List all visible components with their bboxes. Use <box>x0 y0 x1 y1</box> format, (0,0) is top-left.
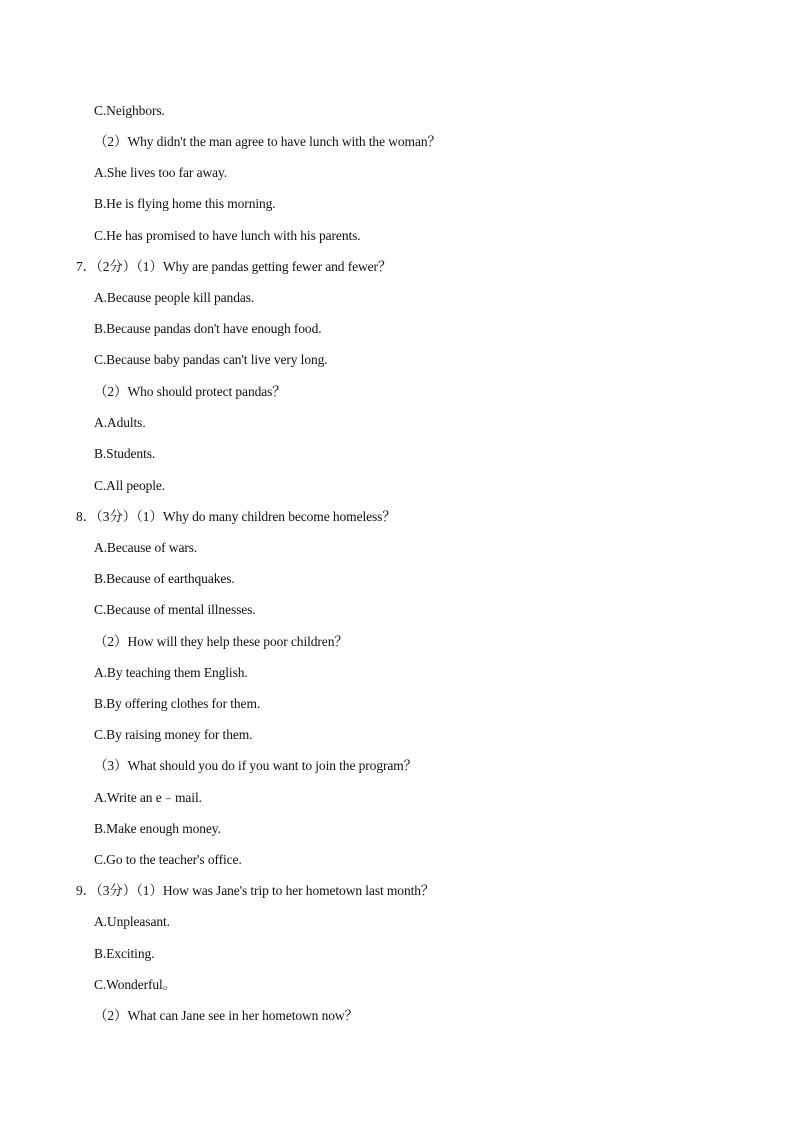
option-8-1-a: A.Because of wars. <box>94 540 198 555</box>
subquestion-6-2: （2）Why didn't the man agree to have lunch with the woman？ <box>94 134 441 149</box>
subquestion-9-2: （2）What can Jane see in her hometown now？ <box>94 1008 358 1023</box>
option-8-2-b: B.By offering clothes for them. <box>94 696 261 711</box>
option-6-2-c: C.He has promised to have lunch with his parents. <box>94 228 361 243</box>
option-6-1-c: C.Neighbors. <box>94 103 165 118</box>
option-7-2-c: C.All people. <box>94 478 166 493</box>
subquestion-7-2: （2）Who should protect pandas？ <box>94 384 286 399</box>
option-6-2-b: B.He is flying home this morning. <box>94 196 276 211</box>
option-9-1-c: C.Wonderful。 <box>94 977 177 992</box>
option-7-1-b: B.Because pandas don't have enough food. <box>94 321 322 336</box>
option-8-3-c: C.Go to the teacher's office. <box>94 852 242 867</box>
option-8-2-c: C.By raising money for them. <box>94 727 253 742</box>
option-7-1-c: C.Because baby pandas can't live very long. <box>94 352 328 367</box>
option-9-1-b: B.Exciting. <box>94 946 155 961</box>
option-9-1-a: A.Unpleasant. <box>94 914 170 929</box>
question-7-heading: 7．（2分）（1）Why are pandas getting fewer and fewer？ <box>76 259 392 274</box>
option-8-1-b: B.Because of earthquakes. <box>94 571 235 586</box>
option-8-1-c: C.Because of mental illnesses. <box>94 602 256 617</box>
subquestion-8-3: （3）What should you do if you want to join the program？ <box>94 758 418 773</box>
option-7-2-a: A.Adults. <box>94 415 146 430</box>
option-8-2-a: A.By teaching them English. <box>94 665 248 680</box>
option-8-3-b: B.Make enough money. <box>94 821 221 836</box>
option-8-3-a: A.Write an e﹣mail. <box>94 790 202 805</box>
option-6-2-a: A.She lives too far away. <box>94 165 228 180</box>
subquestion-8-2: （2）How will they help these poor children？ <box>94 634 348 649</box>
option-7-1-a: A.Because people kill pandas. <box>94 290 255 305</box>
question-9-heading: 9．（3分）（1）How was Jane's trip to her hometown last month？ <box>76 883 435 898</box>
option-7-2-b: B.Students. <box>94 446 156 461</box>
question-8-heading: 8．（3分）（1）Why do many children become homeless？ <box>76 509 396 524</box>
